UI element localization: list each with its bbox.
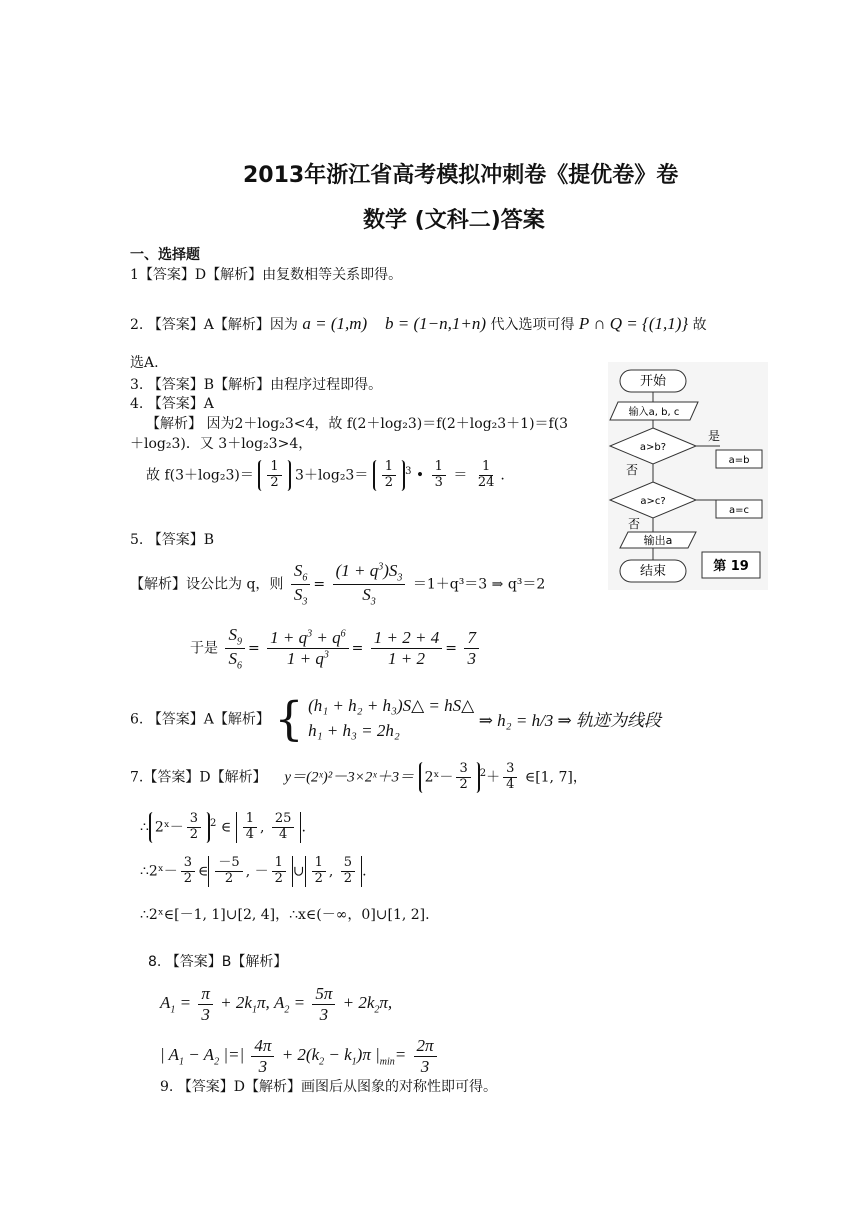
answer-q7-line3: ∴2ˣ－ $\frac{3}{2}$ ∈ $\frac{-5}{2}$ , － $\frac{1}{2}$ ∪ $\frac{1}{2}$ , $\frac{5}{2}$ . <box>140 855 367 886</box>
end-label: 结束 <box>639 564 667 579</box>
answer-q7-line4: ∴2ˣ∈[－1, 1]∪[2, 4]，∴x∈(－∞，0]∪[1, 2]. <box>140 907 430 923</box>
q4-half-bracket: $\frac{1}{2}$ <box>258 460 290 491</box>
q6-eq2: h₁ + h₃ = 2h₂ <box>308 720 400 740</box>
answer-q7-line2: ∴ 2ˣ－ $\frac{3}{2}$ $^2$ ∈ $\frac{1}{4}$ , $\frac{25}{4}$ . <box>140 811 306 842</box>
q7-eq: y＝(2ˣ)²－3×2ˣ＋3＝ <box>284 769 415 786</box>
flowchart-figure <box>608 362 768 590</box>
q4-line3-prefix: 故 f(3＋log₂3)＝ <box>146 467 254 484</box>
answer-q6: 6. 【答案】A【解析】 { (h₁ + h₂ + h₃)S△ = hS△ h₁ + h₃ = 2h₂ ⇒ h₂ = h/3 ⇒ 轨迹为线段 <box>130 691 662 746</box>
answer-q4-line3: 故 f(3＋log₂3)＝ $\frac{1}{2}$ 3＋log₂3＝ $\frac{1}{2}$ $^3$ • $\frac{1}{3}$ ＝ $\frac{1}{24}$ . <box>146 459 505 490</box>
input-label: 输入a, b, c <box>628 407 680 418</box>
answer-q5-line1: 【解析】设公比为 q，则 $\frac{S_6}{S_3}$ = $\frac{(1 + q^3)S_3}{S_3}$ ＝1＋q³＝3 ⇒ q³＝2 <box>130 561 546 608</box>
q7-line3-prefix: ∴2ˣ－ <box>140 863 178 880</box>
q5-then: 于是 <box>190 640 218 657</box>
answer-q5-head: 5. 【答案】B <box>130 532 215 548</box>
answer-q4-head: 4. 【答案】A <box>130 396 214 412</box>
doc-title: 2013年浙江省高考模拟冲刺卷《提优卷》卷 <box>243 163 679 188</box>
q7-interval: ∈[1, 7]， <box>524 769 587 786</box>
q2-vector-b: b = (1−n,1+n) <box>385 314 487 333</box>
answer-q9: 9. 【答案】D【解析】画图后从图象的对称性即可得。 <box>160 1079 498 1095</box>
q7-in: ∈ <box>220 819 232 836</box>
q2-continuation: 选A. <box>130 355 159 371</box>
answer-q3: 3. 【答案】B【解析】由程序过程即得。 <box>130 377 383 393</box>
doc-subtitle: 数学 (文科二)答案 <box>363 208 545 233</box>
figure-caption: 第 19 <box>713 559 749 574</box>
answer-q8-line1: $A_1$ = $\frac{\pi}{3}$ + $2k_1\pi$, $A_2$ = $\frac{5\pi}{3}$ + $2k_2\pi$, <box>160 984 393 1024</box>
q5-label: 【解析】设公比为 q，则 <box>130 576 284 593</box>
q2-set: P ∩ Q = {(1,1)} <box>578 314 689 333</box>
assign-ac-label: a=c <box>728 505 750 516</box>
decision-ac-label: a>c? <box>640 496 666 507</box>
q7-prefix: 7.【答案】D【解析】 <box>130 769 267 786</box>
no-label-2: 否 <box>628 517 641 531</box>
q4-half-bracket-2: $\frac{1}{2}$ <box>373 460 405 491</box>
output-label: 输出a <box>643 534 673 547</box>
answer-q4-line2: ＋log₂3)．又 3＋log₂3>4， <box>130 436 313 452</box>
q2-mid: 代入选项可得 <box>490 317 575 333</box>
yes-label-1: 是 <box>708 429 721 443</box>
q4-equals: ＝ <box>453 467 468 484</box>
q2-prefix: 2. 【答案】A【解析】因为 <box>130 317 298 333</box>
decision-ab-label: a>b? <box>639 442 667 453</box>
q6-eq1: (h₁ + h₂ + h₃)S△ = hS△ <box>308 696 475 715</box>
q2-vector-a: a = (1,m) <box>302 314 368 333</box>
answer-q7-line1: 7.【答案】D【解析】 y＝(2ˣ)²－3×2ˣ＋3＝ 2ˣ－ $\frac{3}{2}$ $^2$＋ $\frac{3}{4}$ ∈[1, 7]， <box>130 761 587 792</box>
q2-end: 故 <box>692 317 707 333</box>
answer-q8-head: 8. 【答案】B【解析】 <box>148 954 288 970</box>
answer-q2 <box>130 314 707 334</box>
answer-q5-line2: 于是 $\frac{S_9}{S_6}$ = $\frac{1 + q^3 + q^6}{1 + q^3}$ = $\frac{1 + 2 + 4}{1 + 2}$ = $\frac{7}{3}$ <box>190 625 482 672</box>
q6-prefix: 6. 【答案】A【解析】 <box>130 711 270 728</box>
q6-result: ⇒ h₂ = h/3 ⇒ 轨迹为线段 <box>478 711 662 731</box>
assign-ab-label: a=b <box>728 455 750 466</box>
answer-q1: 1【答案】D【解析】由复数相等关系即得。 <box>130 267 403 283</box>
section-heading: 一、选择题 <box>130 247 200 263</box>
no-label-1: 否 <box>626 463 639 477</box>
q5-mid: ＝1＋q³＝3 ⇒ q³＝2 <box>412 576 546 593</box>
start-label: 开始 <box>639 374 667 389</box>
answer-q8-line2: | $A_1 - A_2$ |=| $\frac{4\pi}{3}$ + $2(k_2 - k_1)\pi$ $|_{min}=$ $\frac{2\pi}{3}$ <box>160 1036 440 1076</box>
answer-q4-line1: 【解析】 因为2＋log₂3<4，故 f(2＋log₂3)＝f(2＋log₂3＋1)＝f(3 <box>146 416 569 432</box>
